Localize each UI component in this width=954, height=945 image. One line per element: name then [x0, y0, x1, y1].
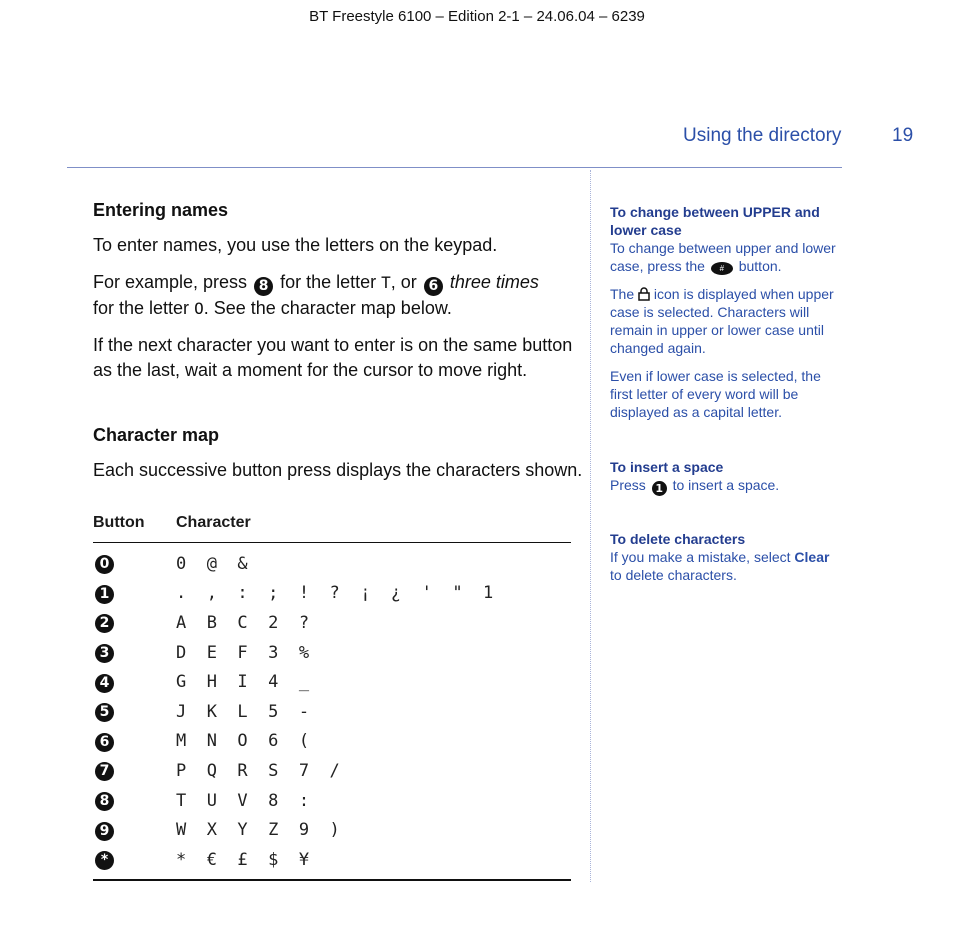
- key-4-icon: 4: [95, 674, 114, 693]
- table-row: [93, 579, 571, 609]
- case-body-a: To change between upper and lower case, press the: [610, 240, 836, 274]
- case-body: [610, 239, 845, 275]
- key-0-icon: 0: [95, 555, 114, 574]
- table-header: [93, 514, 571, 543]
- case-body-b: button.: [738, 258, 782, 274]
- table-row: [93, 786, 571, 816]
- lock-text-a: The: [610, 286, 635, 302]
- space-text-a: Press: [610, 477, 646, 493]
- table-row: [93, 845, 571, 875]
- example-text-d: for the letter: [93, 298, 190, 318]
- hash-key-icon: #: [711, 262, 733, 275]
- row-chars: D E F 3 %: [176, 642, 310, 663]
- delete-section: [610, 530, 845, 584]
- next-char-paragraph: If the next character you want to enter is on the same button as the last, wait a moment for the cursor to move right.: [93, 335, 573, 380]
- key-2-icon: 2: [95, 614, 114, 633]
- case-section: [610, 203, 845, 275]
- column-character: Character: [176, 514, 251, 531]
- example-text-b: for the letter: [280, 272, 377, 292]
- table-row: [93, 756, 571, 786]
- row-chars: W X Y Z 9 ): [176, 820, 340, 841]
- space-heading: To insert a space: [610, 459, 724, 475]
- key-6-icon: 6: [424, 277, 443, 296]
- row-chars: P Q R S 7 /: [176, 760, 340, 781]
- example-letter-t: T: [381, 273, 391, 292]
- space-text-b: to insert a space.: [672, 477, 780, 493]
- row-chars: T U V 8 :: [176, 790, 310, 811]
- key-star-icon: *: [95, 851, 114, 870]
- example-italic: three times: [449, 272, 539, 292]
- row-chars: 0 @ &: [176, 553, 248, 574]
- space-section: [610, 458, 845, 496]
- table-row: [93, 727, 571, 757]
- key-5-icon: 5: [95, 703, 114, 722]
- lock-text-b: icon is displayed when upper case is selected. Characters will remain in upper or lower case until changed again.: [610, 286, 834, 356]
- column-button: Button: [93, 514, 145, 531]
- row-chars: M N O 6 (: [176, 731, 310, 752]
- table-row: [93, 608, 571, 638]
- key-8-icon: 8: [95, 792, 114, 811]
- example-text-a: For example, press: [93, 272, 248, 292]
- table-bottom-rule: [93, 879, 571, 881]
- key-3-icon: 3: [95, 644, 114, 663]
- row-chars: A B C 2 ?: [176, 612, 310, 633]
- example-text-e: . See the character map below.: [203, 298, 452, 318]
- table-row: [93, 667, 571, 697]
- header-doc-id: BT Freestyle 6100 – Edition 2-1 – 24.06.04 – 6239: [309, 8, 645, 25]
- table-row: [93, 697, 571, 727]
- entering-intro: To enter names, you use the letters on the keypad.: [93, 235, 498, 255]
- column-separator: [590, 170, 591, 882]
- key-9-icon: 9: [95, 822, 114, 841]
- key-7-icon: 7: [95, 762, 114, 781]
- key-1-icon: 1: [95, 585, 114, 604]
- clear-label: Clear: [794, 549, 830, 565]
- row-chars: J K L 5 -: [176, 701, 310, 722]
- key-6-icon: 6: [95, 733, 114, 752]
- entering-names-heading: Entering names: [93, 200, 229, 220]
- key-1-icon: 1: [652, 481, 667, 496]
- top-rule: [67, 167, 842, 168]
- section-title: Using the directory: [683, 125, 842, 146]
- main-column: [93, 200, 583, 395]
- row-chars: G H I 4 _: [176, 672, 310, 693]
- page-number: 19: [892, 125, 914, 146]
- lower-case-note: Even if lower case is selected, the first letter of every word will be displayed as a capital letter.: [610, 368, 821, 420]
- key-8-icon: 8: [254, 277, 273, 296]
- delete-text-b: to delete characters.: [610, 567, 737, 583]
- character-map-intro: Each successive button press displays the characters shown.: [93, 460, 583, 480]
- lock-note: [610, 285, 845, 357]
- table-row: [93, 638, 571, 668]
- delete-heading: To delete characters: [610, 531, 746, 547]
- example-letter-o: O: [194, 299, 204, 318]
- lock-icon: [638, 287, 650, 301]
- example-paragraph: [93, 270, 583, 321]
- character-map-heading: Character map: [93, 425, 220, 445]
- table-row: [93, 815, 571, 845]
- row-chars: * € £ $ ¥: [176, 849, 310, 870]
- delete-text-a: If you make a mistake, select: [610, 549, 791, 565]
- character-map-table: [93, 514, 571, 881]
- table-row: [93, 549, 571, 579]
- space-body: [610, 476, 845, 496]
- row-chars: . , : ; ! ? ¡ ¿ ' " 1: [176, 583, 494, 604]
- case-heading: To change between UPPER and lower case: [610, 204, 820, 238]
- delete-body: [610, 548, 845, 584]
- example-text-c: , or: [390, 272, 417, 292]
